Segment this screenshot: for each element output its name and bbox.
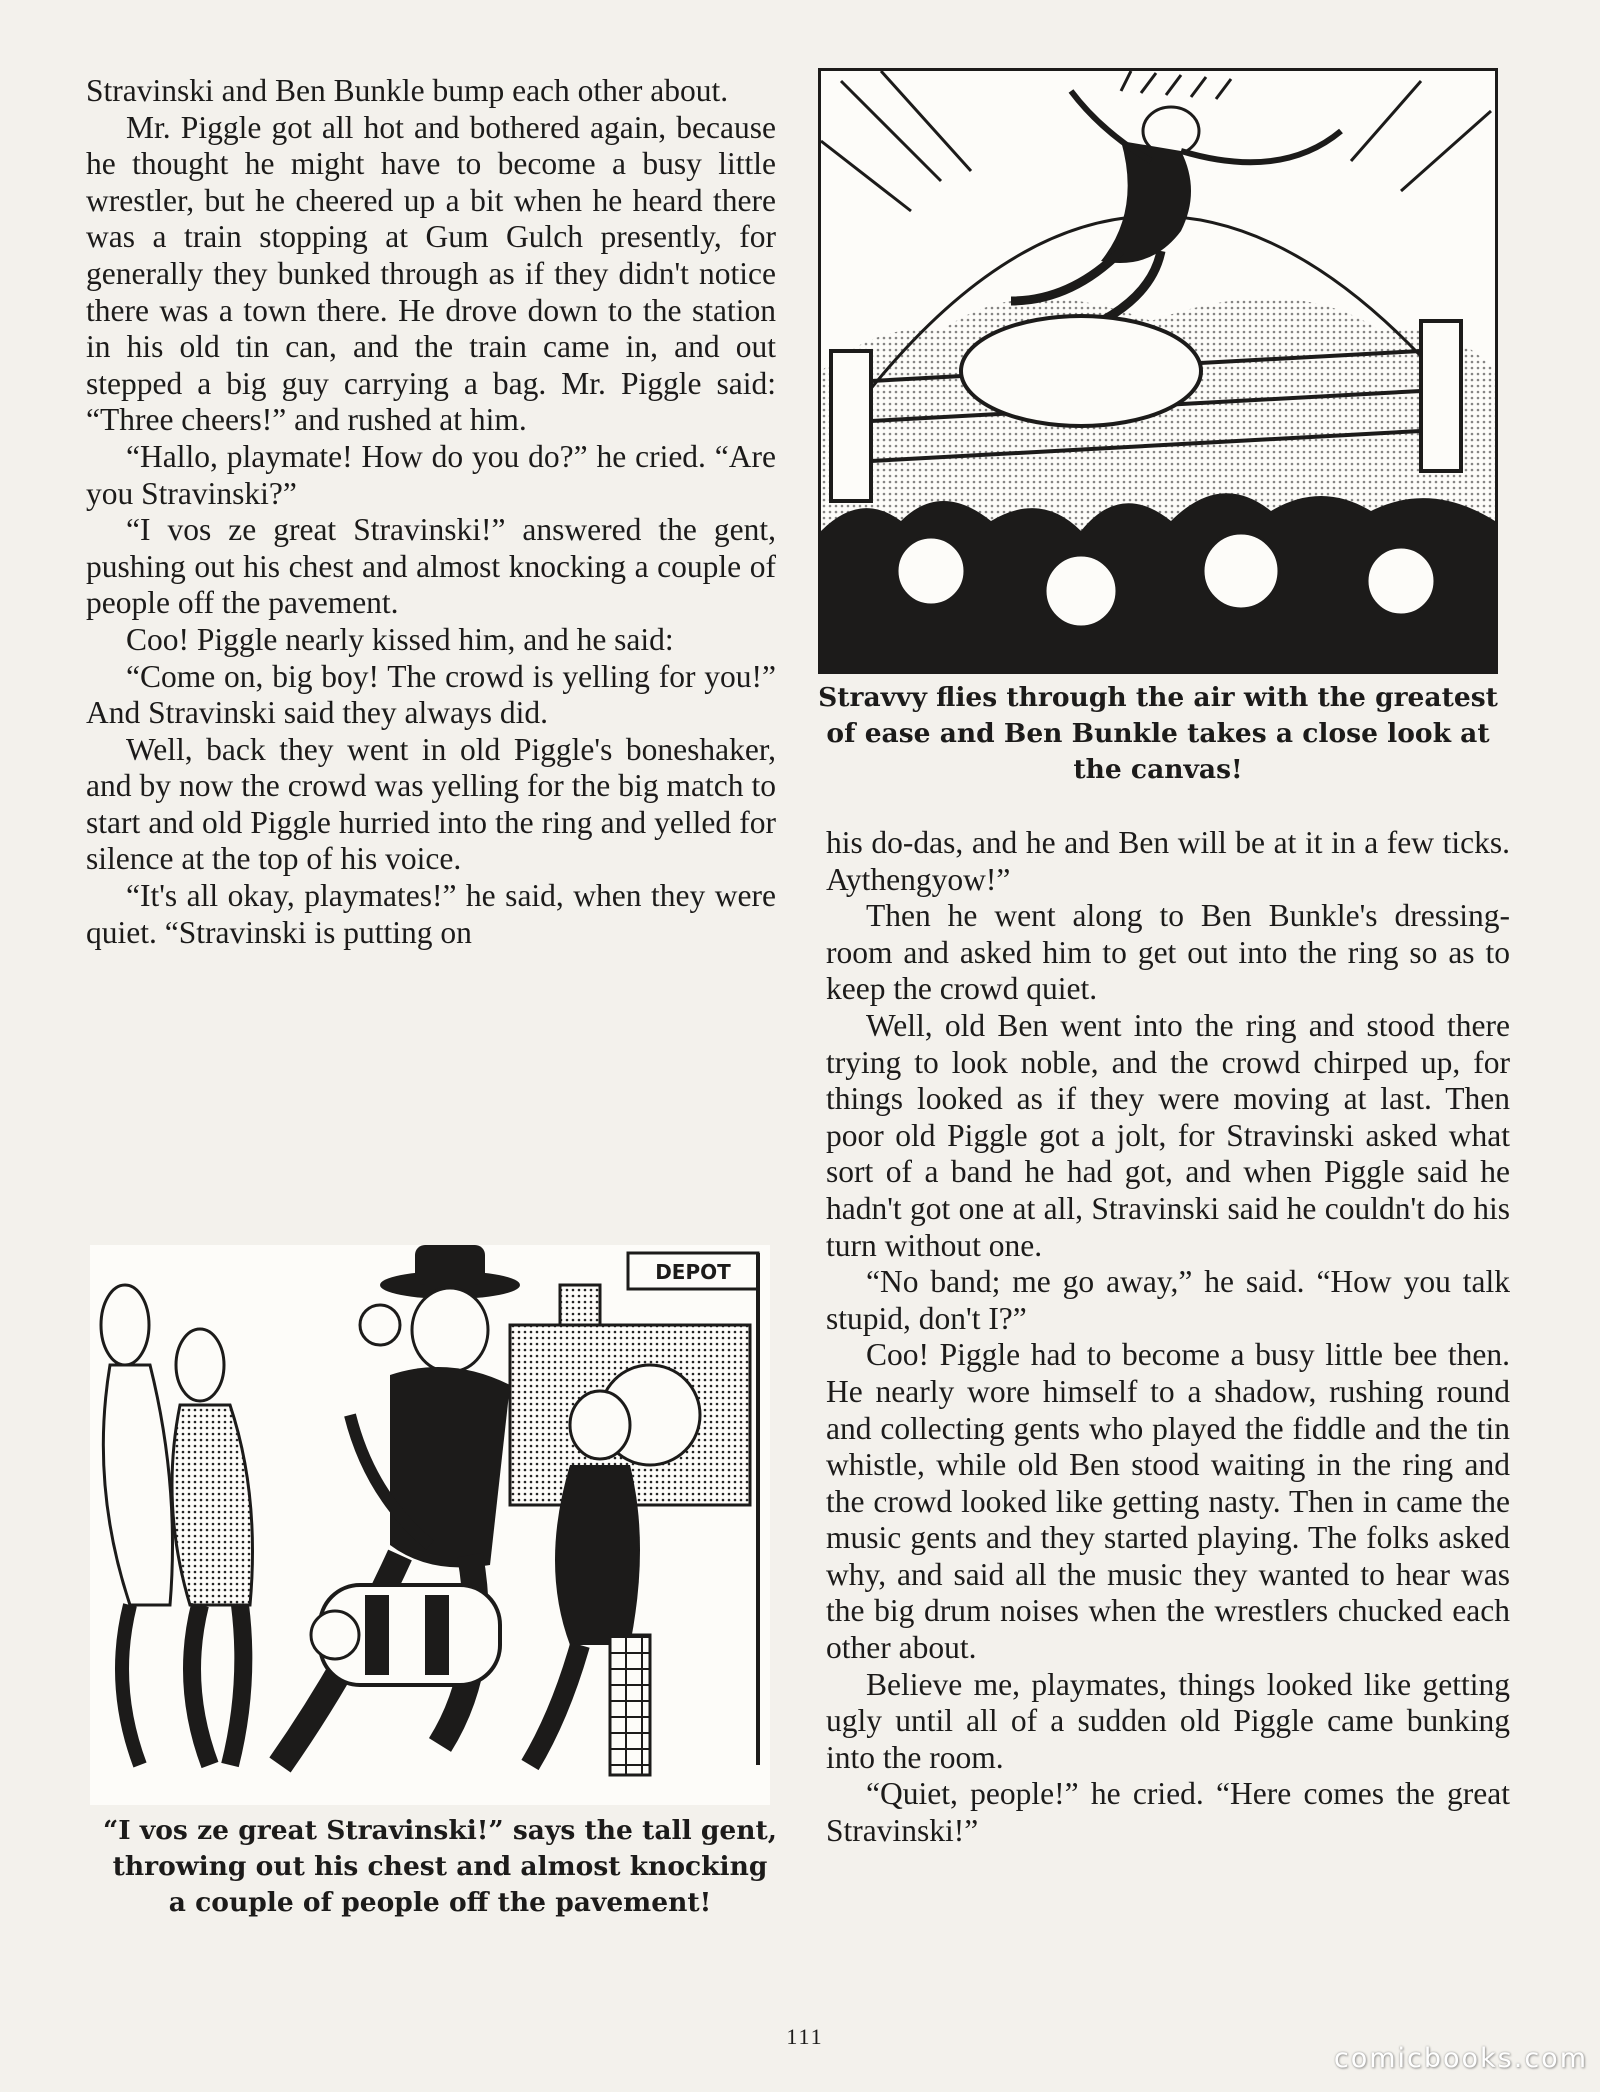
wrestling-illustration: [818, 68, 1498, 674]
wrestling-drawing: [821, 71, 1495, 671]
page-number: 111: [786, 2024, 824, 2049]
depot-illustration: [90, 1245, 770, 1805]
right-column: [826, 825, 1510, 1850]
paragraph: his do-das, and he and Ben will be at it in a few ticks. Aythengyow!”: [826, 825, 1510, 897]
paragraph: “No band; me go away,” he said. “How you talk stupid, don't I?”: [826, 1264, 1510, 1336]
fallen-wrestler: [961, 316, 1201, 426]
paragraph: Coo! Piggle nearly kissed him, and he said:: [126, 621, 674, 657]
paragraph: Mr. Piggle got all hot and bothered again, because he thought he might have to become a busy little wrestler, but he cheered up a bit when he heard there was a train stopping at Gum Gulch presently, for generally they bunked through as if they didn't notice there was a town there. He drove down to the station in his old tin can, and the train came in, and out stepped a big guy carrying a bag. Mr. Piggle said: “Three cheers!” and rushed at him.: [86, 109, 776, 438]
paragraph: Well, back they went in old Piggle's boneshaker, and by now the crowd was yelling for the big match to start and old Piggle hurried into the ring and yelled for silence at the top of his voice.: [86, 731, 776, 877]
paragraph: Coo! Piggle had to become a busy little bee then. He nearly wore himself to a shadow, rushing round and collecting gents who played the fiddle and the tin whistle, while old Ben stood waiting in the ring and the crowd looked like getting nasty. Then in came the music gents and they started playing. The folks asked why, and said all the music they wanted to hear was the big drum noises when the wrestlers chucked each other about.: [826, 1337, 1510, 1666]
depot-caption: “I vos ze great Stravinski!” says the tall gent, throwing out his chest and almost knocking a couple of people off the pavement!: [102, 1815, 778, 1918]
depot-sign-label: DEPOT: [655, 1260, 731, 1284]
wrestling-caption: Stravvy flies through the air with the greatest of ease and Ben Bunkle takes a close look at the canvas!: [818, 682, 1498, 785]
paragraph: Then he went along to Ben Bunkle's dressing-room and asked him to get out into the ring so as to keep the crowd quiet.: [826, 898, 1510, 1007]
paragraph: “I vos ze great Stravinski!” answered the gent, pushing out his chest and almost knocking a couple of people off the pavement.: [86, 512, 776, 621]
paragraph: Well, old Ben went into the ring and stood there trying to look noble, and the crowd chirped up, for things looked as if they were moving at last. Then poor old Piggle got a jolt, for Stravinski asked what sort of a band he had got, and when Piggle said he hadn't got one at all, Stravinski said he couldn't do his turn without one.: [826, 1007, 1510, 1263]
flying-wrestler: [1011, 91, 1341, 331]
paragraph: Stravinski and Ben Bunkle bump each other about.: [86, 73, 729, 108]
paragraph: “Hallo, playmate! How do you do?” he cried. “Are you Stravinski?”: [86, 438, 776, 511]
bag: [311, 1585, 500, 1685]
knocked-people: [101, 1285, 253, 1765]
depot-drawing: [90, 1245, 770, 1805]
watermark: comicbooks.com: [1333, 2043, 1588, 2074]
paragraph: “Come on, big boy! The crowd is yelling for you!” And Stravinski said they always did.: [86, 658, 776, 731]
paragraph: “Quiet, people!” he cried. “Here comes the great Stravinski!”: [826, 1776, 1510, 1849]
paragraph: “It's all okay, playmates!” he said, when they were quiet. “Stravinski is putting on: [86, 878, 776, 950]
crowd: [821, 493, 1495, 671]
paragraph: Believe me, playmates, things looked like getting ugly until all of a sudden old Piggle came bunking into the room.: [826, 1666, 1510, 1775]
left-column: [86, 73, 776, 951]
